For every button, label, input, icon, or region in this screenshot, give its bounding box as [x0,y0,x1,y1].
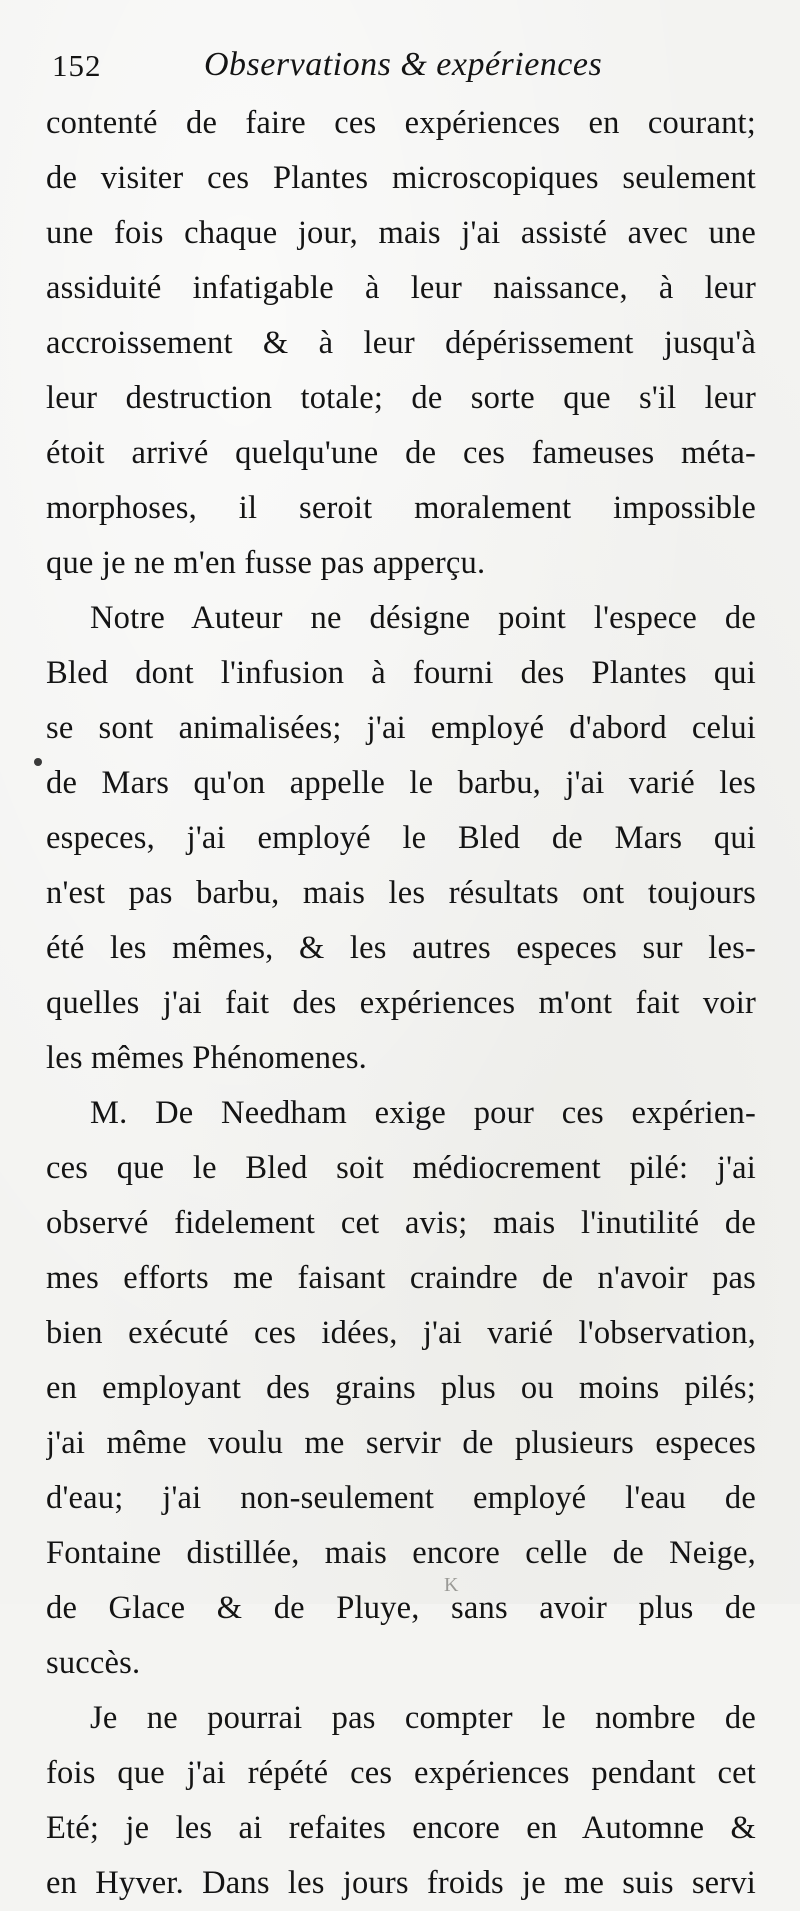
text-line: que je ne m'en fusse pas apperçu. [46,545,486,581]
text-line: été les mêmes, & les autres especes sur les- [46,930,756,966]
text-line: étoit arrivé quelqu'une de ces fameuses méta- [46,435,756,471]
text-line: ces que le Bled soit médiocrement pilé: j'ai [46,1150,756,1186]
paragraph-start: Notre Auteur ne désigne point l'espece de [90,600,756,636]
text-line: observé fidelement cet avis; mais l'inutilité de [46,1205,756,1241]
text-line: une fois chaque jour, mais j'ai assisté avec une [46,215,756,251]
paragraph-start: Je ne pourrai pas compter le nombre de [90,1700,756,1736]
text-line: de visiter ces Plantes microscopiques seulement [46,160,756,196]
page-number: 152 [52,48,102,83]
paragraph-start: M. De Needham exige pour ces expérien- [90,1095,756,1131]
text-line: Eté; je les ai refaites encore en Automne & [46,1810,756,1846]
text-line: de Mars qu'on appelle le barbu, j'ai varié les [46,765,756,801]
text-line: Bled dont l'infusion à fourni des Plantes qui [46,655,756,691]
text-line: fois que j'ai répété ces expériences pendant cet [46,1755,756,1791]
text-line: leur destruction totale; de sorte que s'il leur [46,380,756,416]
text-line: d'eau; j'ai non-seulement employé l'eau de [46,1480,756,1516]
text-line: j'ai même voulu me servir de plusieurs especes [46,1425,756,1461]
page-header [52,46,752,94]
text-line: assiduité infatigable à leur naissance, à leur [46,270,756,306]
signature-mark: K [444,1574,459,1596]
text-line: accroissement & à leur dépérissement jusqu'à [46,325,756,361]
body-text [46,96,756,1911]
text-line: succès. [46,1645,141,1681]
text-line: morphoses, il seroit moralement impossible [46,490,756,526]
text-line: contenté de faire ces expériences en courant; [46,105,756,141]
text-line: en Hyver. Dans les jours froids je me suis servi [46,1865,756,1901]
text-line: de Glace & de Pluye, sans avoir plus de [46,1590,756,1626]
text-line: les mêmes Phénomenes. [46,1040,368,1076]
text-line: n'est pas barbu, mais les résultats ont toujours [46,875,756,911]
running-head: Observations & expériences [204,46,603,83]
text-line: Fontaine distillée, mais encore celle de Neige, [46,1535,756,1571]
text-line: mes efforts me faisant craindre de n'avoir pas [46,1260,756,1296]
text-line: en employant des grains plus ou moins pilés; [46,1370,756,1406]
text-line: quelles j'ai fait des expériences m'ont fait voir [46,985,756,1021]
ink-spot [34,758,42,766]
text-line: especes, j'ai employé le Bled de Mars qui [46,820,756,856]
text-line: se sont animalisées; j'ai employé d'abord celui [46,710,756,746]
text-line: bien exécuté ces idées, j'ai varié l'observation, [46,1315,756,1351]
